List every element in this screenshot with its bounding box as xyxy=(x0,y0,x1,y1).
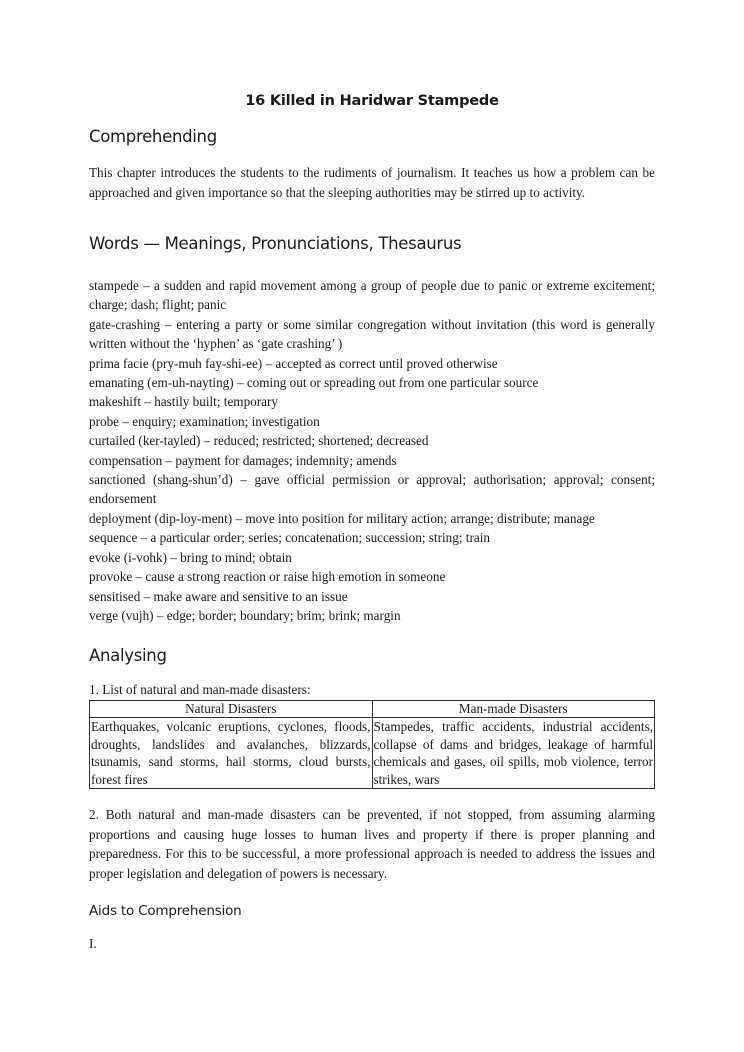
word-entry: verge (vujh) – edge; border; boundary; brim; brink; margin xyxy=(89,607,401,623)
word-entry: makeshift – hastily built; temporary xyxy=(89,394,278,410)
heading-words: Words — Meanings, Pronunciations, Thesaurus xyxy=(89,234,462,253)
aids-item-marker: I. xyxy=(89,936,97,951)
natural-disasters-cell: Earthquakes, volcanic eruptions, cyclones, floods, droughts, landslides and avalanches, blizzards, tsunamis, sand storms, hail storms, cloud bursts, forest fires xyxy=(91,719,371,787)
table-row xyxy=(90,718,655,789)
word-entry: sensitised – make aware and sensitive to an issue xyxy=(89,588,348,604)
document-title: 16 Killed in Haridwar Stampede xyxy=(245,93,499,109)
heading-aids-to-comprehension: Aids to Comprehension xyxy=(89,903,242,919)
column-header-natural: Natural Disasters xyxy=(90,701,373,718)
word-entry: curtailed (ker-tayled) – reduced; restricted; shortened; decreased xyxy=(89,433,429,449)
word-entry: sequence – a particular order; series; concatenation; succession; string; train xyxy=(89,530,490,546)
heading-comprehending: Comprehending xyxy=(89,127,217,146)
word-entry: deployment (dip-loy-ment) – move into position for military action; arrange; distribute; manage xyxy=(89,510,595,526)
word-entry: compensation – payment for damages; indemnity; amends xyxy=(89,452,397,468)
word-entry: stampede – a sudden and rapid movement among a group of people due to panic or extreme excitement; charge; dash; flight; panic xyxy=(89,278,655,313)
disaster-list-label: 1. List of natural and man-made disasters: xyxy=(89,682,311,697)
table-header-row xyxy=(90,701,655,718)
word-list xyxy=(89,276,655,625)
word-entry: gate-crashing – entering a party or some similar congregation without invitation (this word is generally written without the ‘hyphen’ as ‘gate crashing’ ) xyxy=(89,316,655,352)
word-entry: provoke – cause a strong reaction or raise high emotion in someone xyxy=(89,569,446,585)
word-entry: prima facie (pry-muh fay-shi-ee) – accepted as correct until proved otherwise xyxy=(89,355,498,371)
man-made-disasters-cell: Stampedes, traffic accidents, industrial accidents, collapse of dams and bridges, leakage of harmful chemicals and gases, oil spills, mob violence, terror strikes, wars xyxy=(373,719,653,787)
analysing-point-2: 2. Both natural and man-made disasters can be prevented, if not stopped, from assuming alarming proportions and causing huge losses to human lives and property if there is proper planning and preparedness. For this to be successful, a more professional approach is needed to address the issues and proper legislation and delegation of powers is necessary. xyxy=(89,807,655,881)
heading-analysing: Analysing xyxy=(89,646,167,665)
word-entry: probe – enquiry; examination; investigation xyxy=(89,413,320,429)
word-entry: emanating (em-uh-nayting) – coming out or spreading out from one particular source xyxy=(89,375,539,391)
word-entry: sanctioned (shang-shun’d) – gave official permission or approval; authorisation; approval; consent; endorsement xyxy=(89,472,655,507)
word-entry: evoke (i-vohk) – bring to mind; obtain xyxy=(89,549,292,565)
disasters-table xyxy=(89,700,655,789)
column-header-man-made: Man-made Disasters xyxy=(372,701,655,718)
comprehending-paragraph: This chapter introduces the students to the rudiments of journalism. It teaches us how a problem can be approached and given importance so that the sleeping authorities may be stirred up to activity. xyxy=(89,165,655,200)
